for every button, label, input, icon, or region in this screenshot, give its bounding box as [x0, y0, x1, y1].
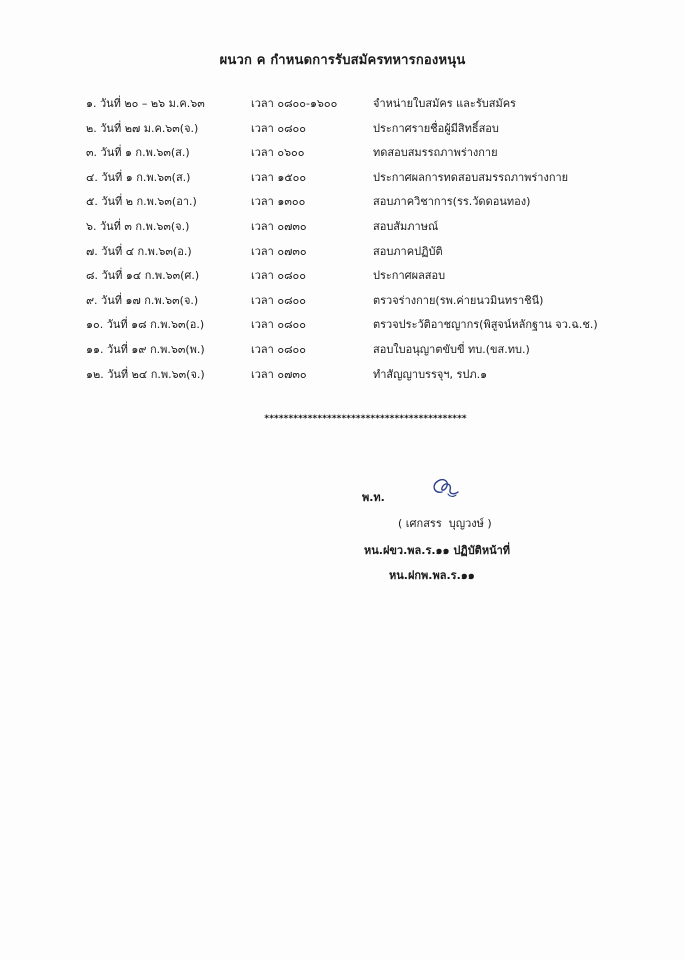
schedule-time: เวลา ๑๕๐๐ — [251, 170, 307, 184]
schedule-list — [86, 97, 646, 392]
schedule-date: ๙. วันที่ ๑๗ ก.พ.๖๓(จ.) — [86, 293, 199, 307]
schedule-date: ๔. วันที่ ๑ ก.พ.๖๓(ส.) — [86, 170, 191, 184]
schedule-activity: ตรวจร่างกาย(รพ.ค่ายนวมินทราชินี) — [373, 293, 544, 307]
schedule-activity: ทดสอบสมรรถภาพร่างกาย — [373, 146, 498, 160]
schedule-date: ๑. วันที่ ๒๐ – ๒๖ ม.ค.๖๓ — [86, 97, 205, 110]
schedule-activity: สอบภาควิชาการ(รร.วัดดอนทอง) — [373, 195, 531, 209]
schedule-activity: ทำสัญญาบรรจุฯ, รปภ.๑ — [373, 367, 488, 381]
schedule-row — [86, 146, 646, 171]
schedule-activity: สอบสัมภาษณ์ — [373, 219, 439, 233]
signer-position: หน.ฝขว.พล.ร.๑๑ ปฏิบัติหน้าที่ — [364, 544, 511, 557]
schedule-row — [86, 195, 646, 220]
schedule-row — [86, 343, 646, 368]
schedule-time: เวลา ๐๗๓๐ — [251, 219, 307, 233]
schedule-row — [86, 245, 646, 270]
signer-name: ( เศกสรร บุญวงษ์ ) — [398, 517, 492, 530]
schedule-date: ๘. วันที่ ๑๔ ก.พ.๖๓(ศ.) — [86, 269, 200, 283]
schedule-time: เวลา ๐๘๐๐ — [251, 269, 306, 283]
schedule-row — [86, 318, 646, 343]
schedule-row — [86, 220, 646, 245]
schedule-activity: ประกาศรายชื่อผู้มีสิทธิ์สอบ — [373, 121, 499, 135]
signer-position-secondary: หน.ฝกพ.พล.ร.๑๑ — [389, 569, 475, 582]
schedule-date: ๒. วันที่ ๒๗ ม.ค.๖๓(จ.) — [86, 121, 199, 135]
schedule-date: ๑๒. วันที่ ๒๔ ก.พ.๖๓(จ.) — [86, 367, 205, 381]
schedule-date: ๑๑. วันที่ ๑๙ ก.พ.๖๓(พ.) — [86, 342, 205, 356]
signature-mark — [428, 476, 462, 502]
schedule-time: เวลา ๐๘๐๐ — [251, 293, 306, 307]
schedule-row — [86, 294, 646, 319]
schedule-date: ๓. วันที่ ๑ ก.พ.๖๓(ส.) — [86, 146, 190, 160]
schedule-time: เวลา ๐๗๓๐ — [251, 367, 307, 381]
schedule-time: เวลา ๐๖๐๐ — [251, 146, 305, 160]
schedule-time: เวลา ๐๘๐๐-๑๖๐๐ — [251, 97, 338, 110]
schedule-time: เวลา ๐๘๐๐ — [251, 318, 306, 332]
schedule-activity: จำหน่ายใบสมัคร และรับสมัคร — [373, 97, 516, 110]
schedule-activity: ประกาศผลการทดสอบสมรรถภาพร่างกาย — [373, 170, 569, 184]
schedule-row — [86, 368, 646, 393]
separator-line: ****************************************** — [264, 414, 467, 424]
schedule-time: เวลา ๑๓๐๐ — [251, 195, 306, 209]
document-title: ผนวก ค กำหนดการรับสมัครทหารกองหนุน — [219, 53, 466, 68]
signer-rank: พ.ท. — [362, 491, 385, 504]
schedule-row — [86, 97, 646, 122]
schedule-date: ๖. วันที่ ๓ ก.พ.๖๓(จ.) — [86, 219, 190, 233]
schedule-activity: สอบภาคปฏิบัติ — [373, 244, 443, 258]
schedule-activity: สอบใบอนุญาตขับขี่ ทบ.(ขส.ทบ.) — [373, 342, 530, 356]
schedule-date: ๑๐. วันที่ ๑๘ ก.พ.๖๓(อ.) — [86, 318, 205, 332]
schedule-row — [86, 269, 646, 294]
schedule-activity: ตรวจประวัติอาชญากร(พิสูจน์หลักฐาน จว.ฉ.ช.) — [373, 318, 598, 332]
schedule-date: ๗. วันที่ ๔ ก.พ.๖๓(อ.) — [86, 244, 192, 258]
schedule-row — [86, 171, 646, 196]
schedule-time: เวลา ๐๘๐๐ — [251, 342, 306, 356]
schedule-time: เวลา ๐๗๓๐ — [251, 244, 307, 258]
schedule-date: ๕. วันที่ ๒ ก.พ.๖๓(อา.) — [86, 195, 197, 209]
schedule-time: เวลา ๐๘๐๐ — [251, 121, 306, 135]
schedule-row — [86, 122, 646, 147]
schedule-activity: ประกาศผลสอบ — [373, 269, 446, 283]
